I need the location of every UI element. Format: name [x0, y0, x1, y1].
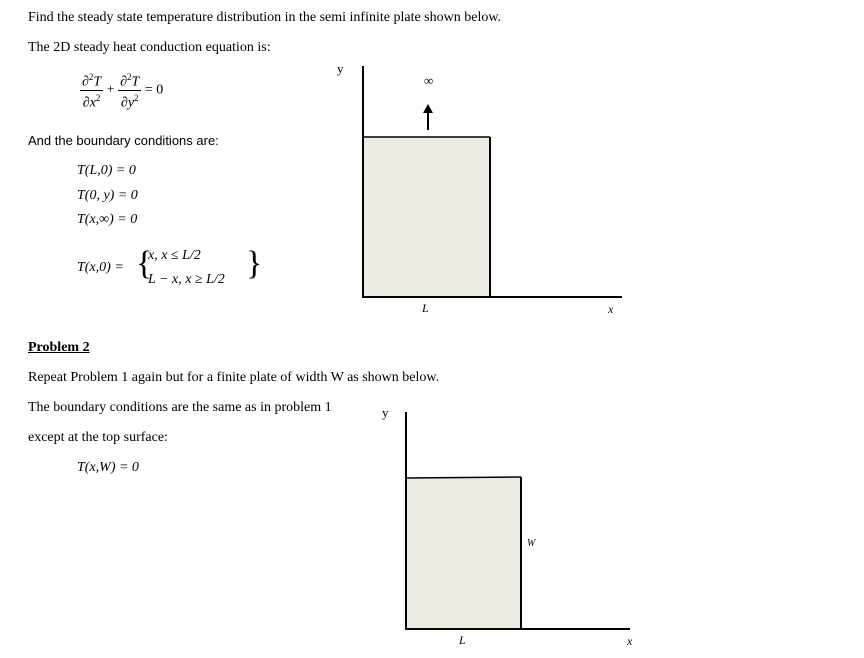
- problem2-line1: Repeat Problem 1 again but for a finite plate of width W as shown below.: [28, 370, 440, 385]
- problem2-heading: Problem 2: [28, 340, 90, 355]
- plate-region: [363, 137, 490, 296]
- bc-4-case-1: x, x ≤ L/2: [148, 248, 201, 263]
- left-brace: {: [136, 245, 153, 282]
- problem2-bc-top: T(x,W) = 0: [77, 460, 139, 475]
- fig2-W-label: W: [527, 538, 536, 549]
- fig1-infinity-label: ∞: [424, 73, 434, 88]
- problem2-line3: except at the top surface:: [28, 430, 168, 445]
- fig2-L-label: L: [459, 633, 466, 647]
- bc-4-lhs: T(x,0) =: [77, 260, 124, 275]
- finite-plate-top-edge: [406, 477, 521, 478]
- bc-1: T(L,0) = 0: [77, 163, 136, 178]
- fig1-L-label: L: [422, 301, 429, 315]
- fig1-x-label: x: [608, 302, 614, 316]
- finite-plate-region: [406, 478, 521, 628]
- right-brace: }: [246, 245, 263, 282]
- problem1-intro: Find the steady state temperature distribution in the semi infinite plate shown below.: [28, 10, 502, 25]
- bc-3: T(x,∞) = 0: [77, 212, 138, 227]
- arrow-up-icon: [423, 104, 433, 113]
- fig2-x-label: x: [627, 634, 633, 648]
- problem2-line2: The boundary conditions are the same as in problem 1: [28, 400, 332, 415]
- bc-4-case-2: L − x, x ≥ L/2: [148, 272, 225, 287]
- bc-2: T(0, y) = 0: [77, 188, 138, 203]
- fig1-y-label: y: [337, 61, 344, 76]
- bc-intro: And the boundary conditions are:: [28, 133, 219, 148]
- heat-equation: $\frac{\partial^2T}{\partial x^2}$ + $\frac{\partial^2T}{\partial y^2}$ = 0: [82, 72, 164, 111]
- equation-intro: The 2D steady heat conduction equation is:: [28, 40, 271, 55]
- fig2-y-label: y: [382, 405, 389, 420]
